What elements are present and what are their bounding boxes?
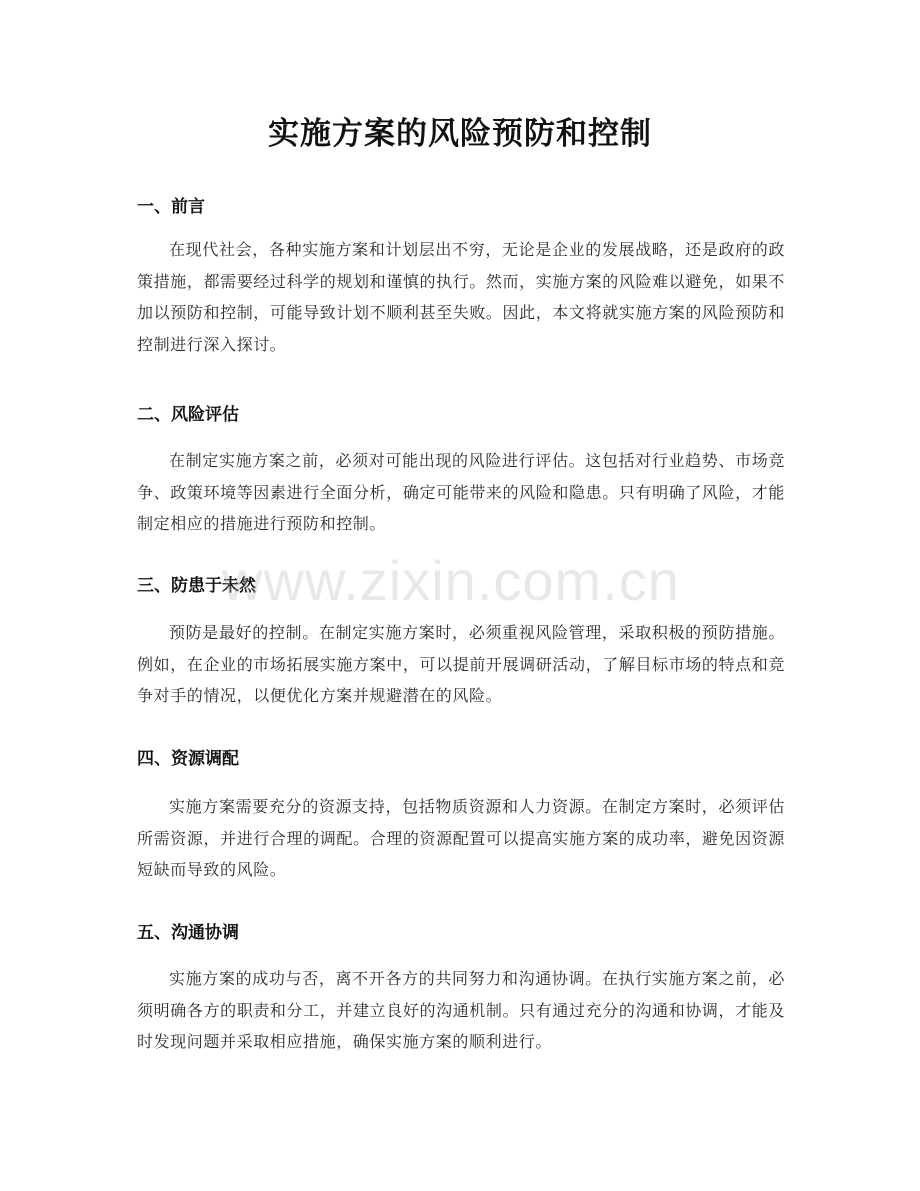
section-heading-risk-assessment: 二、风险评估 — [137, 405, 239, 425]
section-body-resource-allocation: 实施方案需要充分的资源支持，包括物质资源和人力资源。在制定方案时，必须评估所需资源，并进行合理的调配。合理的资源配置可以提高实施方案的成功率，避免因资源短缺而导致的风险。 — [137, 797, 785, 879]
section-body-communication: 实施方案的成功与否，离不开各方的共同努力和沟通协调。在执行实施方案之前，必须明确各方的职责和分工，并建立良好的沟通机制。只有通过充分的沟通和协调，才能及时发现问题并采取相应措施，确保实施方案的顺利进行。 — [137, 969, 785, 1051]
watermark: www.zixin.com.cn — [222, 549, 680, 612]
document-title: 实施方案的风险预防和控制 — [268, 116, 652, 152]
section-heading-communication: 五、沟通协调 — [137, 923, 239, 943]
section-heading-resource-allocation: 四、资源调配 — [137, 749, 239, 769]
section-heading-preface: 一、前言 — [137, 197, 205, 217]
section-body-risk-assessment: 在制定实施方案之前，必须对可能出现的风险进行评估。这包括对行业趋势、市场竞争、政策环境等因素进行全面分析，确定可能带来的风险和隐患。只有明确了风险，才能制定相应的措施进行预防和控制。 — [137, 451, 785, 533]
section-heading-prevention: 三、防患于未然 — [137, 576, 256, 596]
section-body-prevention: 预防是最好的控制。在制定实施方案时，必须重视风险管理，采取积极的预防措施。例如，在企业的市场拓展实施方案中，可以提前开展调研活动，了解目标市场的特点和竞争对手的情况，以便优化方案并规避潜在的风险。 — [137, 623, 785, 705]
section-body-preface: 在现代社会，各种实施方案和计划层出不穷，无论是企业的发展战略，还是政府的政策措施，都需要经过科学的规划和谨慎的执行。然而，实施方案的风险难以避免，如果不加以预防和控制，可能导致计划不顺利甚至失败。因此，本文将就实施方案的风险预防和控制进行深入探讨。 — [137, 240, 785, 354]
